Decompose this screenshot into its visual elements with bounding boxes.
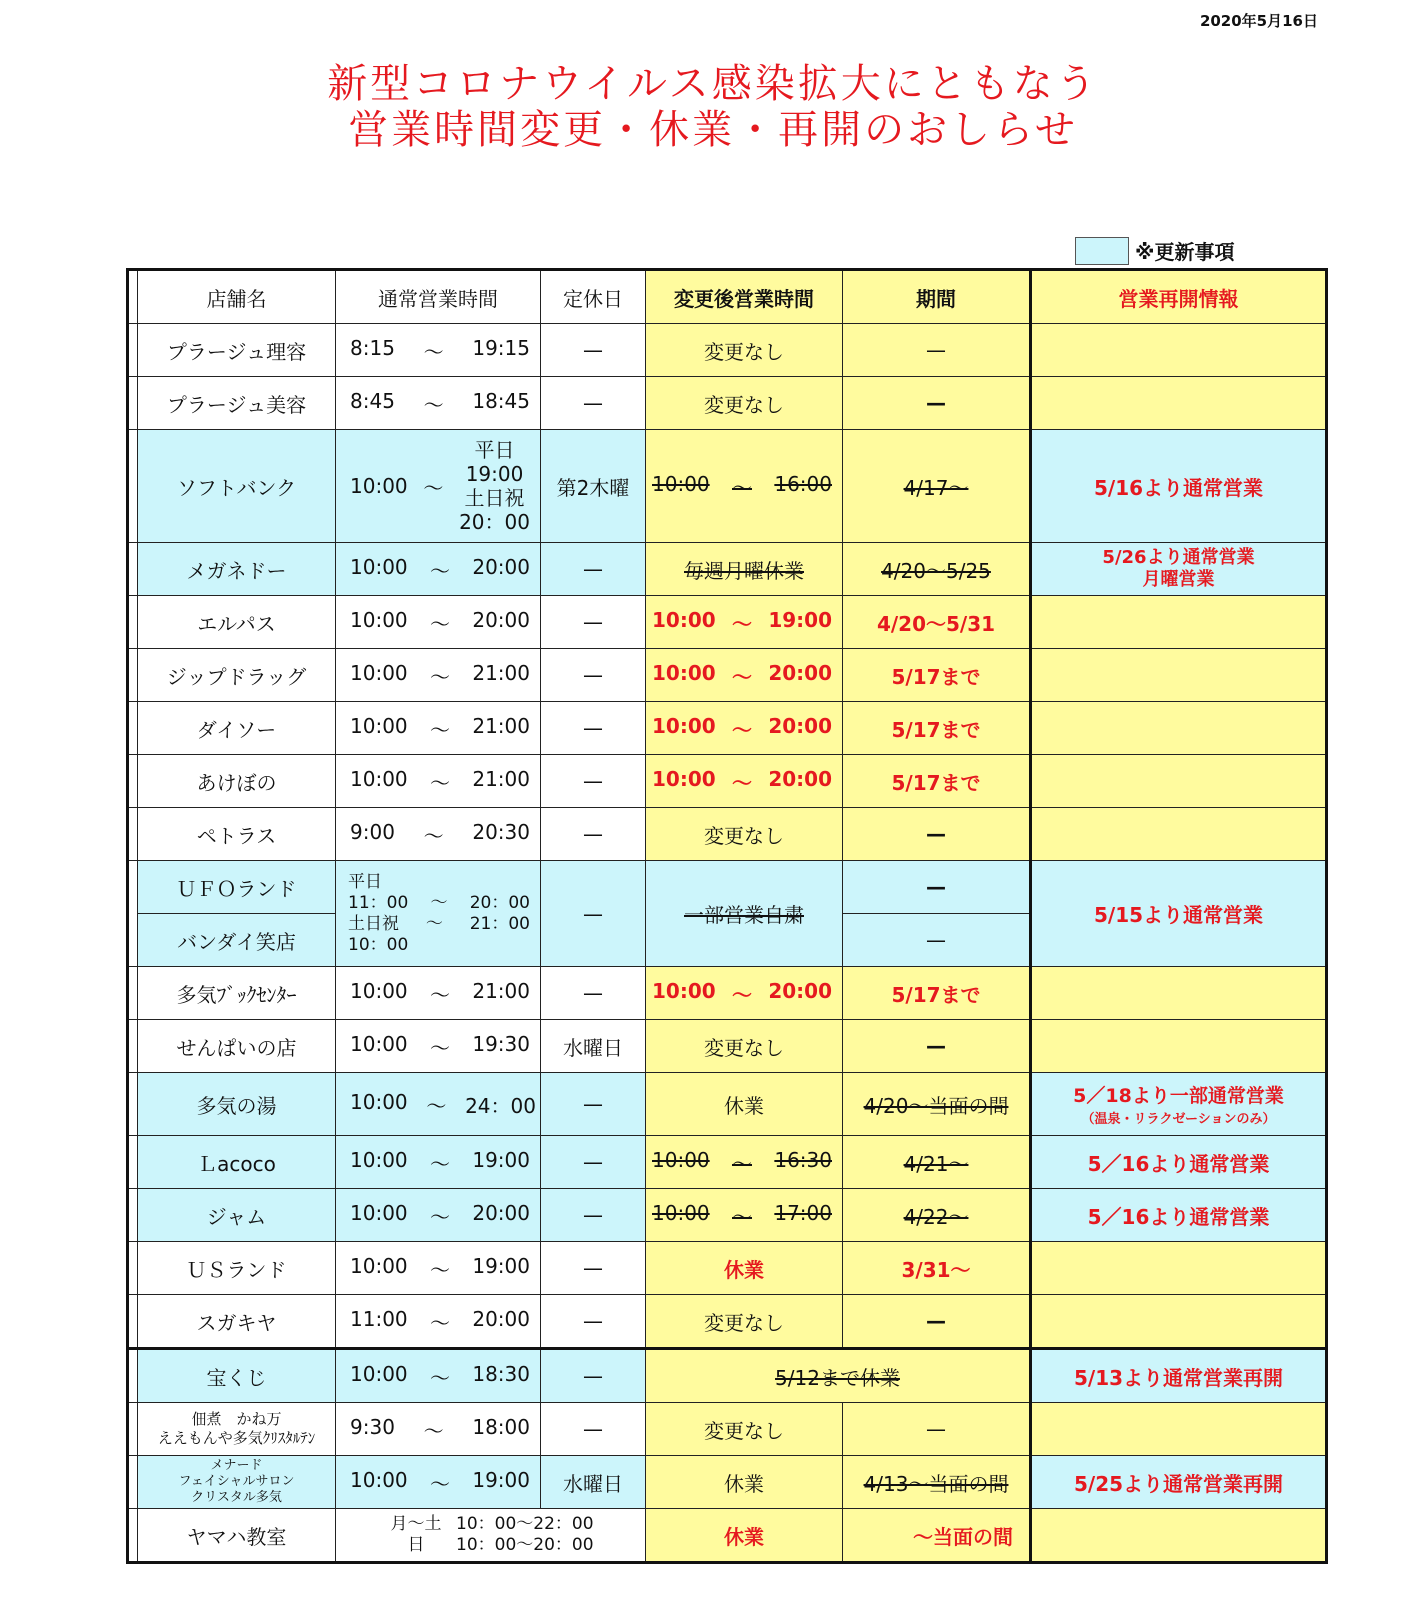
closed-day: 第2木曜 xyxy=(541,430,646,543)
table-row xyxy=(128,755,1327,808)
table-row xyxy=(128,543,1327,596)
closed-day: — xyxy=(541,1295,646,1349)
store-name: プラージュ理容 xyxy=(138,324,336,377)
normal-hours: 10:00 〜 19:30 xyxy=(336,1020,541,1073)
normal-hours: 平日 11：00 〜 20：00 土日祝 〜 21：00 10：00 xyxy=(336,861,541,967)
page-title-line2: 営業時間変更・休業・再開のおしらせ xyxy=(348,107,1078,153)
normal-hours: 8:15 〜 19:15 xyxy=(336,324,541,377)
normal-hours: 11:00 〜 20:00 xyxy=(336,1295,541,1349)
header-reopen: 営業再開情報 xyxy=(1031,270,1327,324)
reopen-info xyxy=(1031,1020,1327,1073)
reopen-info: 5／18より一部通常営業 （温泉・リラクゼーションのみ） xyxy=(1031,1073,1327,1136)
normal-hours: 10:00 〜 18:30 xyxy=(336,1349,541,1403)
period: 4/13〜当面の間 xyxy=(843,1456,1031,1509)
period: 〜当面の間 xyxy=(843,1509,1031,1563)
closed-day: — xyxy=(541,861,646,967)
normal-hours: 10:00 〜 平日 19:00 土日祝 20：00 xyxy=(336,430,541,543)
store-name: せんぱいの店 xyxy=(138,1020,336,1073)
period: 4/17〜 xyxy=(843,430,1031,543)
header-store: 店舗名 xyxy=(138,270,336,324)
closed-day: — xyxy=(541,649,646,702)
reopen-info: 5/16より通常営業 xyxy=(1031,430,1327,543)
table-row xyxy=(128,1456,1327,1509)
changed-hours: 変更なし xyxy=(646,324,843,377)
store-name: 多気の湯 xyxy=(138,1073,336,1136)
changed-hours: 5/12まで休業 xyxy=(646,1349,1031,1403)
closed-day: — xyxy=(541,1189,646,1242)
period: 3/31〜 xyxy=(843,1242,1031,1295)
changed-hours: 休業 xyxy=(646,1456,843,1509)
store-name: ダイソー xyxy=(138,702,336,755)
legend-swatch xyxy=(1075,237,1129,265)
closed-day: — xyxy=(541,1403,646,1456)
page-title-line1: 新型コロナウイルス感染拡大にともなう xyxy=(327,61,1099,107)
table-row xyxy=(128,324,1327,377)
store-name: ＵＦＯランド xyxy=(138,861,336,914)
normal-hours: 9:30 〜 18:00 xyxy=(336,1403,541,1456)
normal-hours: 月〜土 10：00〜22：00 日 10：00〜20：00 xyxy=(336,1509,646,1563)
table-row xyxy=(128,1242,1327,1295)
table-row xyxy=(128,377,1327,430)
reopen-info: 5/25より通常営業再開 xyxy=(1031,1456,1327,1509)
reopen-info: 5／16より通常営業 xyxy=(1031,1189,1327,1242)
closed-day: — xyxy=(541,755,646,808)
period: — xyxy=(843,1403,1031,1456)
table-row xyxy=(128,1295,1327,1349)
legend-label: ※更新事項 xyxy=(1135,240,1235,264)
store-name: ジャム xyxy=(138,1189,336,1242)
reopen-info xyxy=(1031,755,1327,808)
header-changed-hours: 変更後営業時間 xyxy=(646,270,843,324)
store-name: ジップドラッグ xyxy=(138,649,336,702)
closed-day: — xyxy=(541,377,646,430)
store-name: エルパス xyxy=(138,596,336,649)
table-row xyxy=(128,702,1327,755)
header-period: 期間 xyxy=(843,270,1031,324)
normal-hours: 10:00 〜 19:00 xyxy=(336,1456,541,1509)
normal-hours: 10:00 〜 19:00 xyxy=(336,1136,541,1189)
normal-hours: 10:00 〜 20:00 xyxy=(336,596,541,649)
closed-day: 水曜日 xyxy=(541,1456,646,1509)
closed-day: — xyxy=(541,543,646,596)
reopen-info xyxy=(1031,324,1327,377)
reopen-info xyxy=(1031,808,1327,861)
closed-day: — xyxy=(541,1349,646,1403)
table-row xyxy=(128,1189,1327,1242)
period: 5/17まで xyxy=(843,755,1031,808)
period: — xyxy=(843,808,1031,861)
reopen-info xyxy=(1031,967,1327,1020)
changed-hours: 10:00 〜 19:00 xyxy=(646,596,843,649)
changed-hours: 変更なし xyxy=(646,1295,843,1349)
store-name: 宝くじ xyxy=(138,1349,336,1403)
closed-day: — xyxy=(541,1073,646,1136)
table-row xyxy=(128,1509,1327,1563)
table-row xyxy=(128,1403,1327,1456)
normal-hours: 10:00 〜 24：00 xyxy=(336,1073,541,1136)
period: — xyxy=(843,861,1031,914)
changed-hours: 休業 xyxy=(646,1242,843,1295)
period: — xyxy=(843,1020,1031,1073)
table-row xyxy=(128,649,1327,702)
changed-hours: 10:00 〜 16:30 xyxy=(646,1136,843,1189)
store-name: バンダイ笑店 xyxy=(138,914,336,967)
closed-day: — xyxy=(541,1136,646,1189)
changed-hours: 変更なし xyxy=(646,808,843,861)
reopen-info xyxy=(1031,649,1327,702)
store-name: ペトラス xyxy=(138,808,336,861)
changed-hours: 毎週月曜休業 xyxy=(646,543,843,596)
closed-day: — xyxy=(541,808,646,861)
header-row xyxy=(128,270,1327,324)
table-row xyxy=(128,1349,1327,1403)
normal-hours: 10:00 〜 21:00 xyxy=(336,755,541,808)
closed-day: — xyxy=(541,702,646,755)
table-row xyxy=(128,861,1327,914)
changed-hours: 変更なし xyxy=(646,1403,843,1456)
store-name: ソフトバンク xyxy=(138,430,336,543)
changed-hours: 10:00 〜 20:00 xyxy=(646,967,843,1020)
closed-day: 水曜日 xyxy=(541,1020,646,1073)
period: — xyxy=(843,324,1031,377)
changed-hours: 10:00 〜 20:00 xyxy=(646,702,843,755)
reopen-info xyxy=(1031,1509,1327,1563)
table-row xyxy=(128,967,1327,1020)
issue-date: 2020年5月16日 xyxy=(1199,12,1318,30)
changed-hours: 変更なし xyxy=(646,377,843,430)
table-row xyxy=(128,808,1327,861)
period: 5/17まで xyxy=(843,649,1031,702)
changed-hours: 休業 xyxy=(646,1509,843,1563)
reopen-info xyxy=(1031,702,1327,755)
store-name: メガネドー xyxy=(138,543,336,596)
reopen-info xyxy=(1031,1242,1327,1295)
period: 5/17まで xyxy=(843,702,1031,755)
period: 4/20〜5/25 xyxy=(843,543,1031,596)
period: 4/20〜当面の間 xyxy=(843,1073,1031,1136)
reopen-info: 5/13より通常営業再開 xyxy=(1031,1349,1327,1403)
store-name: メナード フェイシャルサロン クリスタル多気 xyxy=(138,1456,336,1509)
store-name: ヤマハ教室 xyxy=(138,1509,336,1563)
reopen-info xyxy=(1031,596,1327,649)
normal-hours: 9:00 〜 20:30 xyxy=(336,808,541,861)
reopen-info: 5/15より通常営業 xyxy=(1031,861,1327,967)
changed-hours: 10:00 〜 20:00 xyxy=(646,755,843,808)
header-normal-hours: 通常営業時間 xyxy=(336,270,541,324)
normal-hours: 10:00 〜 20:00 xyxy=(336,543,541,596)
schedule-table xyxy=(126,268,1328,1564)
normal-hours: 10:00 〜 21:00 xyxy=(336,702,541,755)
closed-day: — xyxy=(541,1242,646,1295)
store-name: Ｌacoco xyxy=(138,1136,336,1189)
closed-day: — xyxy=(541,967,646,1020)
normal-hours: 10:00 〜 19:00 xyxy=(336,1242,541,1295)
normal-hours: 8:45 〜 18:45 xyxy=(336,377,541,430)
reopen-info: 5／16より通常営業 xyxy=(1031,1136,1327,1189)
store-name: 多気ﾌﾞｯｸｾﾝﾀｰ xyxy=(138,967,336,1020)
store-name: 佃煮 かね万 ええもんや多気ｸﾘｽﾀﾙﾃﾝ xyxy=(138,1403,336,1456)
changed-hours: 10:00 〜 16:00 xyxy=(646,430,843,543)
store-name: スガキヤ xyxy=(138,1295,336,1349)
changed-hours: 一部営業自粛 xyxy=(646,861,843,967)
store-name: あけぼの xyxy=(138,755,336,808)
reopen-info: 5/26より通常営業 月曜営業 xyxy=(1031,543,1327,596)
reopen-info xyxy=(1031,1295,1327,1349)
store-name: ＵＳランド xyxy=(138,1242,336,1295)
period: — xyxy=(843,914,1031,967)
store-name: プラージュ美容 xyxy=(138,377,336,430)
changed-hours: 変更なし xyxy=(646,1020,843,1073)
period: 4/21〜 xyxy=(843,1136,1031,1189)
normal-hours: 10:00 〜 20:00 xyxy=(336,1189,541,1242)
changed-hours: 10:00 〜 20:00 xyxy=(646,649,843,702)
changed-hours: 休業 xyxy=(646,1073,843,1136)
period: — xyxy=(843,1295,1031,1349)
header-closed-day: 定休日 xyxy=(541,270,646,324)
reopen-info xyxy=(1031,1403,1327,1456)
table-row xyxy=(128,1136,1327,1189)
closed-day: — xyxy=(541,324,646,377)
table-row xyxy=(128,596,1327,649)
closed-day: — xyxy=(541,596,646,649)
period: 4/22〜 xyxy=(843,1189,1031,1242)
changed-hours: 10:00 〜 17:00 xyxy=(646,1189,843,1242)
period: — xyxy=(843,377,1031,430)
row-bar xyxy=(128,270,138,324)
reopen-info xyxy=(1031,377,1327,430)
table-row xyxy=(128,1073,1327,1136)
period: 4/20〜5/31 xyxy=(843,596,1031,649)
table-row xyxy=(128,430,1327,543)
period: 5/17まで xyxy=(843,967,1031,1020)
normal-hours: 10:00 〜 21:00 xyxy=(336,967,541,1020)
normal-hours: 10:00 〜 21:00 xyxy=(336,649,541,702)
table-row xyxy=(128,1020,1327,1073)
legend xyxy=(1075,236,1234,265)
